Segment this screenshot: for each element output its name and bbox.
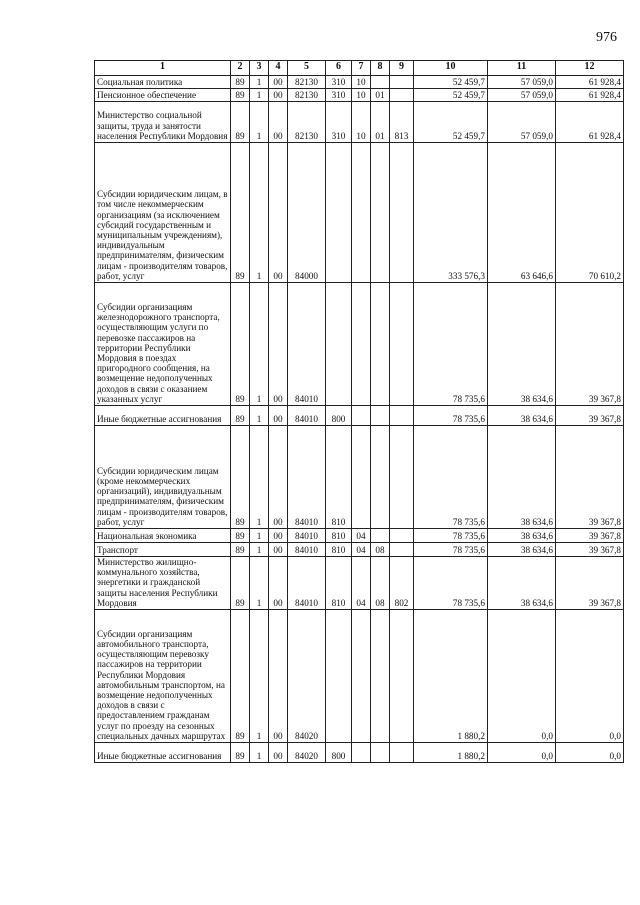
column-header: 2 <box>231 61 250 76</box>
column-header: 4 <box>269 61 288 76</box>
table-row <box>95 406 624 426</box>
code-col-8 <box>371 610 390 743</box>
amount-col-10: 78 735,6 <box>414 557 488 610</box>
amount-col-11: 38 634,6 <box>488 426 556 529</box>
code-col-9: 813 <box>390 102 414 143</box>
code-col-5: 84010 <box>288 426 326 529</box>
code-col-6: 310 <box>326 76 352 89</box>
amount-col-10: 78 735,6 <box>414 426 488 529</box>
amount-col-11: 0,0 <box>488 610 556 743</box>
code-col-3: 1 <box>250 89 269 102</box>
code-col-4: 00 <box>269 743 288 763</box>
amount-col-10: 78 735,6 <box>414 529 488 543</box>
table-row <box>95 529 624 543</box>
table-row <box>95 743 624 763</box>
code-col-6 <box>326 283 352 406</box>
code-col-8 <box>371 426 390 529</box>
code-col-8: 01 <box>371 89 390 102</box>
column-header: 8 <box>371 61 390 76</box>
code-col-7 <box>352 610 371 743</box>
code-col-8 <box>371 76 390 89</box>
row-label: Социальная политика <box>95 76 231 89</box>
column-header: 12 <box>556 61 624 76</box>
code-col-4: 00 <box>269 76 288 89</box>
code-col-7 <box>352 406 371 426</box>
code-col-8 <box>371 143 390 283</box>
code-col-8: 08 <box>371 557 390 610</box>
code-col-2: 89 <box>231 557 250 610</box>
code-col-6: 810 <box>326 557 352 610</box>
code-col-3: 1 <box>250 76 269 89</box>
code-col-3: 1 <box>250 610 269 743</box>
code-col-3: 1 <box>250 529 269 543</box>
table-header-row <box>95 61 624 76</box>
code-col-4: 00 <box>269 543 288 557</box>
code-col-4: 00 <box>269 89 288 102</box>
amount-col-12: 39 367,8 <box>556 557 624 610</box>
code-col-3: 1 <box>250 283 269 406</box>
row-label: Субсидии организациям автомобильного транспорта, осуществляющим перевозку пассажиров на территории Республики Мордовия автомобильным транспортом, на возмещение недополученных доходов в связи с предоставлением гражданам услуг по проезду на сезонных специальных дачных маршрутах <box>95 610 231 743</box>
code-col-7: 10 <box>352 102 371 143</box>
code-col-3: 1 <box>250 426 269 529</box>
code-col-3: 1 <box>250 406 269 426</box>
amount-col-11: 63 646,6 <box>488 143 556 283</box>
code-col-7 <box>352 426 371 529</box>
code-col-7: 10 <box>352 76 371 89</box>
amount-col-10: 52 459,7 <box>414 89 488 102</box>
amount-col-12: 39 367,8 <box>556 406 624 426</box>
row-label: Национальная экономика <box>95 529 231 543</box>
code-col-4: 00 <box>269 283 288 406</box>
code-col-5: 82130 <box>288 89 326 102</box>
row-label: Министерство социальной защиты, труда и занятости населения Республики Мордовия <box>95 102 231 143</box>
amount-col-12: 0,0 <box>556 743 624 763</box>
column-header: 11 <box>488 61 556 76</box>
code-col-7 <box>352 743 371 763</box>
code-col-2: 89 <box>231 610 250 743</box>
code-col-4: 00 <box>269 557 288 610</box>
code-col-6: 810 <box>326 543 352 557</box>
code-col-5: 84010 <box>288 529 326 543</box>
amount-col-10: 78 735,6 <box>414 406 488 426</box>
code-col-2: 89 <box>231 543 250 557</box>
code-col-8 <box>371 406 390 426</box>
amount-col-12: 39 367,8 <box>556 543 624 557</box>
amount-col-10: 1 880,2 <box>414 610 488 743</box>
code-col-5: 84020 <box>288 743 326 763</box>
table-row <box>95 283 624 406</box>
row-label: Субсидии организациям железнодорожного транспорта, осуществляющим услуги по перевозке пассажиров на территории Республики Мордовия в поездах пригородного сообщения, на возмещение недополученных доходов в связи с оказанием указанных услуг <box>95 283 231 406</box>
table-row <box>95 543 624 557</box>
code-col-5: 84010 <box>288 557 326 610</box>
code-col-9 <box>390 610 414 743</box>
code-col-4: 00 <box>269 529 288 543</box>
page-number: 976 <box>596 30 617 45</box>
code-col-5: 84010 <box>288 543 326 557</box>
code-col-9 <box>390 743 414 763</box>
code-col-6: 800 <box>326 743 352 763</box>
table-row <box>95 89 624 102</box>
code-col-7: 04 <box>352 543 371 557</box>
amount-col-10: 78 735,6 <box>414 283 488 406</box>
amount-col-11: 57 059,0 <box>488 89 556 102</box>
amount-col-11: 38 634,6 <box>488 543 556 557</box>
code-col-2: 89 <box>231 143 250 283</box>
table-row <box>95 557 624 610</box>
amount-col-11: 38 634,6 <box>488 406 556 426</box>
code-col-5: 84010 <box>288 283 326 406</box>
code-col-5: 84020 <box>288 610 326 743</box>
code-col-3: 1 <box>250 543 269 557</box>
column-header: 1 <box>95 61 231 76</box>
code-col-9: 802 <box>390 557 414 610</box>
amount-col-12: 61 928,4 <box>556 89 624 102</box>
column-header: 9 <box>390 61 414 76</box>
code-col-7: 10 <box>352 89 371 102</box>
code-col-2: 89 <box>231 76 250 89</box>
code-col-3: 1 <box>250 743 269 763</box>
amount-col-11: 38 634,6 <box>488 283 556 406</box>
code-col-8 <box>371 529 390 543</box>
code-col-6: 800 <box>326 406 352 426</box>
column-header: 7 <box>352 61 371 76</box>
amount-col-10: 52 459,7 <box>414 76 488 89</box>
row-label: Пенсионное обеспечение <box>95 89 231 102</box>
code-col-8 <box>371 283 390 406</box>
code-col-2: 89 <box>231 406 250 426</box>
table-row <box>95 76 624 89</box>
amount-col-11: 57 059,0 <box>488 102 556 143</box>
column-header: 10 <box>414 61 488 76</box>
code-col-4: 00 <box>269 426 288 529</box>
table-row <box>95 426 624 529</box>
code-col-5: 82130 <box>288 76 326 89</box>
code-col-2: 89 <box>231 743 250 763</box>
code-col-9 <box>390 76 414 89</box>
amount-col-10: 333 576,3 <box>414 143 488 283</box>
code-col-6: 810 <box>326 529 352 543</box>
amount-col-12: 70 610,2 <box>556 143 624 283</box>
code-col-9 <box>390 283 414 406</box>
budget-table <box>94 60 624 763</box>
code-col-4: 00 <box>269 102 288 143</box>
code-col-9 <box>390 543 414 557</box>
amount-col-11: 38 634,6 <box>488 529 556 543</box>
amount-col-12: 39 367,8 <box>556 283 624 406</box>
table-row <box>95 102 624 143</box>
amount-col-12: 61 928,4 <box>556 102 624 143</box>
amount-col-12: 0,0 <box>556 610 624 743</box>
column-header: 5 <box>288 61 326 76</box>
code-col-6 <box>326 143 352 283</box>
amount-col-10: 78 735,6 <box>414 543 488 557</box>
amount-col-10: 1 880,2 <box>414 743 488 763</box>
amount-col-12: 61 928,4 <box>556 76 624 89</box>
row-label: Иные бюджетные ассигнования <box>95 743 231 763</box>
code-col-7 <box>352 143 371 283</box>
code-col-4: 00 <box>269 143 288 283</box>
table-row <box>95 610 624 743</box>
code-col-3: 1 <box>250 102 269 143</box>
column-header: 6 <box>326 61 352 76</box>
table-body <box>95 76 624 763</box>
row-label: Субсидии юридическим лицам (кроме некоммерческих организаций), индивидуальным предпринимателям, физическим лицам - производителям товаров, работ, услуг <box>95 426 231 529</box>
code-col-9 <box>390 426 414 529</box>
code-col-9 <box>390 529 414 543</box>
table-row <box>95 143 624 283</box>
code-col-5: 82130 <box>288 102 326 143</box>
code-col-5: 84010 <box>288 406 326 426</box>
code-col-3: 1 <box>250 557 269 610</box>
row-label: Министерство жилищно-коммунального хозяйства, энергетики и гражданской защиты населения Республики Мордовия <box>95 557 231 610</box>
code-col-8 <box>371 743 390 763</box>
row-label: Субсидии юридическим лицам, в том числе некоммерческим организациям (за исключением субсидий государственным и муниципальным учреждениям), индивидуальным предпринимателям, физическим лицам - производителям товаров, работ, услуг <box>95 143 231 283</box>
code-col-8: 01 <box>371 102 390 143</box>
column-header: 3 <box>250 61 269 76</box>
code-col-6: 810 <box>326 426 352 529</box>
code-col-9 <box>390 143 414 283</box>
amount-col-12: 39 367,8 <box>556 426 624 529</box>
code-col-5: 84000 <box>288 143 326 283</box>
code-col-6 <box>326 610 352 743</box>
code-col-6: 310 <box>326 89 352 102</box>
amount-col-11: 38 634,6 <box>488 557 556 610</box>
amount-col-12: 39 367,8 <box>556 529 624 543</box>
code-col-4: 00 <box>269 406 288 426</box>
code-col-2: 89 <box>231 529 250 543</box>
amount-col-10: 52 459,7 <box>414 102 488 143</box>
code-col-7 <box>352 283 371 406</box>
code-col-3: 1 <box>250 143 269 283</box>
amount-col-11: 0,0 <box>488 743 556 763</box>
code-col-2: 89 <box>231 283 250 406</box>
row-label: Транспорт <box>95 543 231 557</box>
code-col-9 <box>390 406 414 426</box>
code-col-4: 00 <box>269 610 288 743</box>
code-col-2: 89 <box>231 426 250 529</box>
code-col-6: 310 <box>326 102 352 143</box>
code-col-2: 89 <box>231 102 250 143</box>
row-label: Иные бюджетные ассигнования <box>95 406 231 426</box>
amount-col-11: 57 059,0 <box>488 76 556 89</box>
code-col-7: 04 <box>352 529 371 543</box>
code-col-2: 89 <box>231 89 250 102</box>
code-col-7: 04 <box>352 557 371 610</box>
code-col-8: 08 <box>371 543 390 557</box>
code-col-9 <box>390 89 414 102</box>
